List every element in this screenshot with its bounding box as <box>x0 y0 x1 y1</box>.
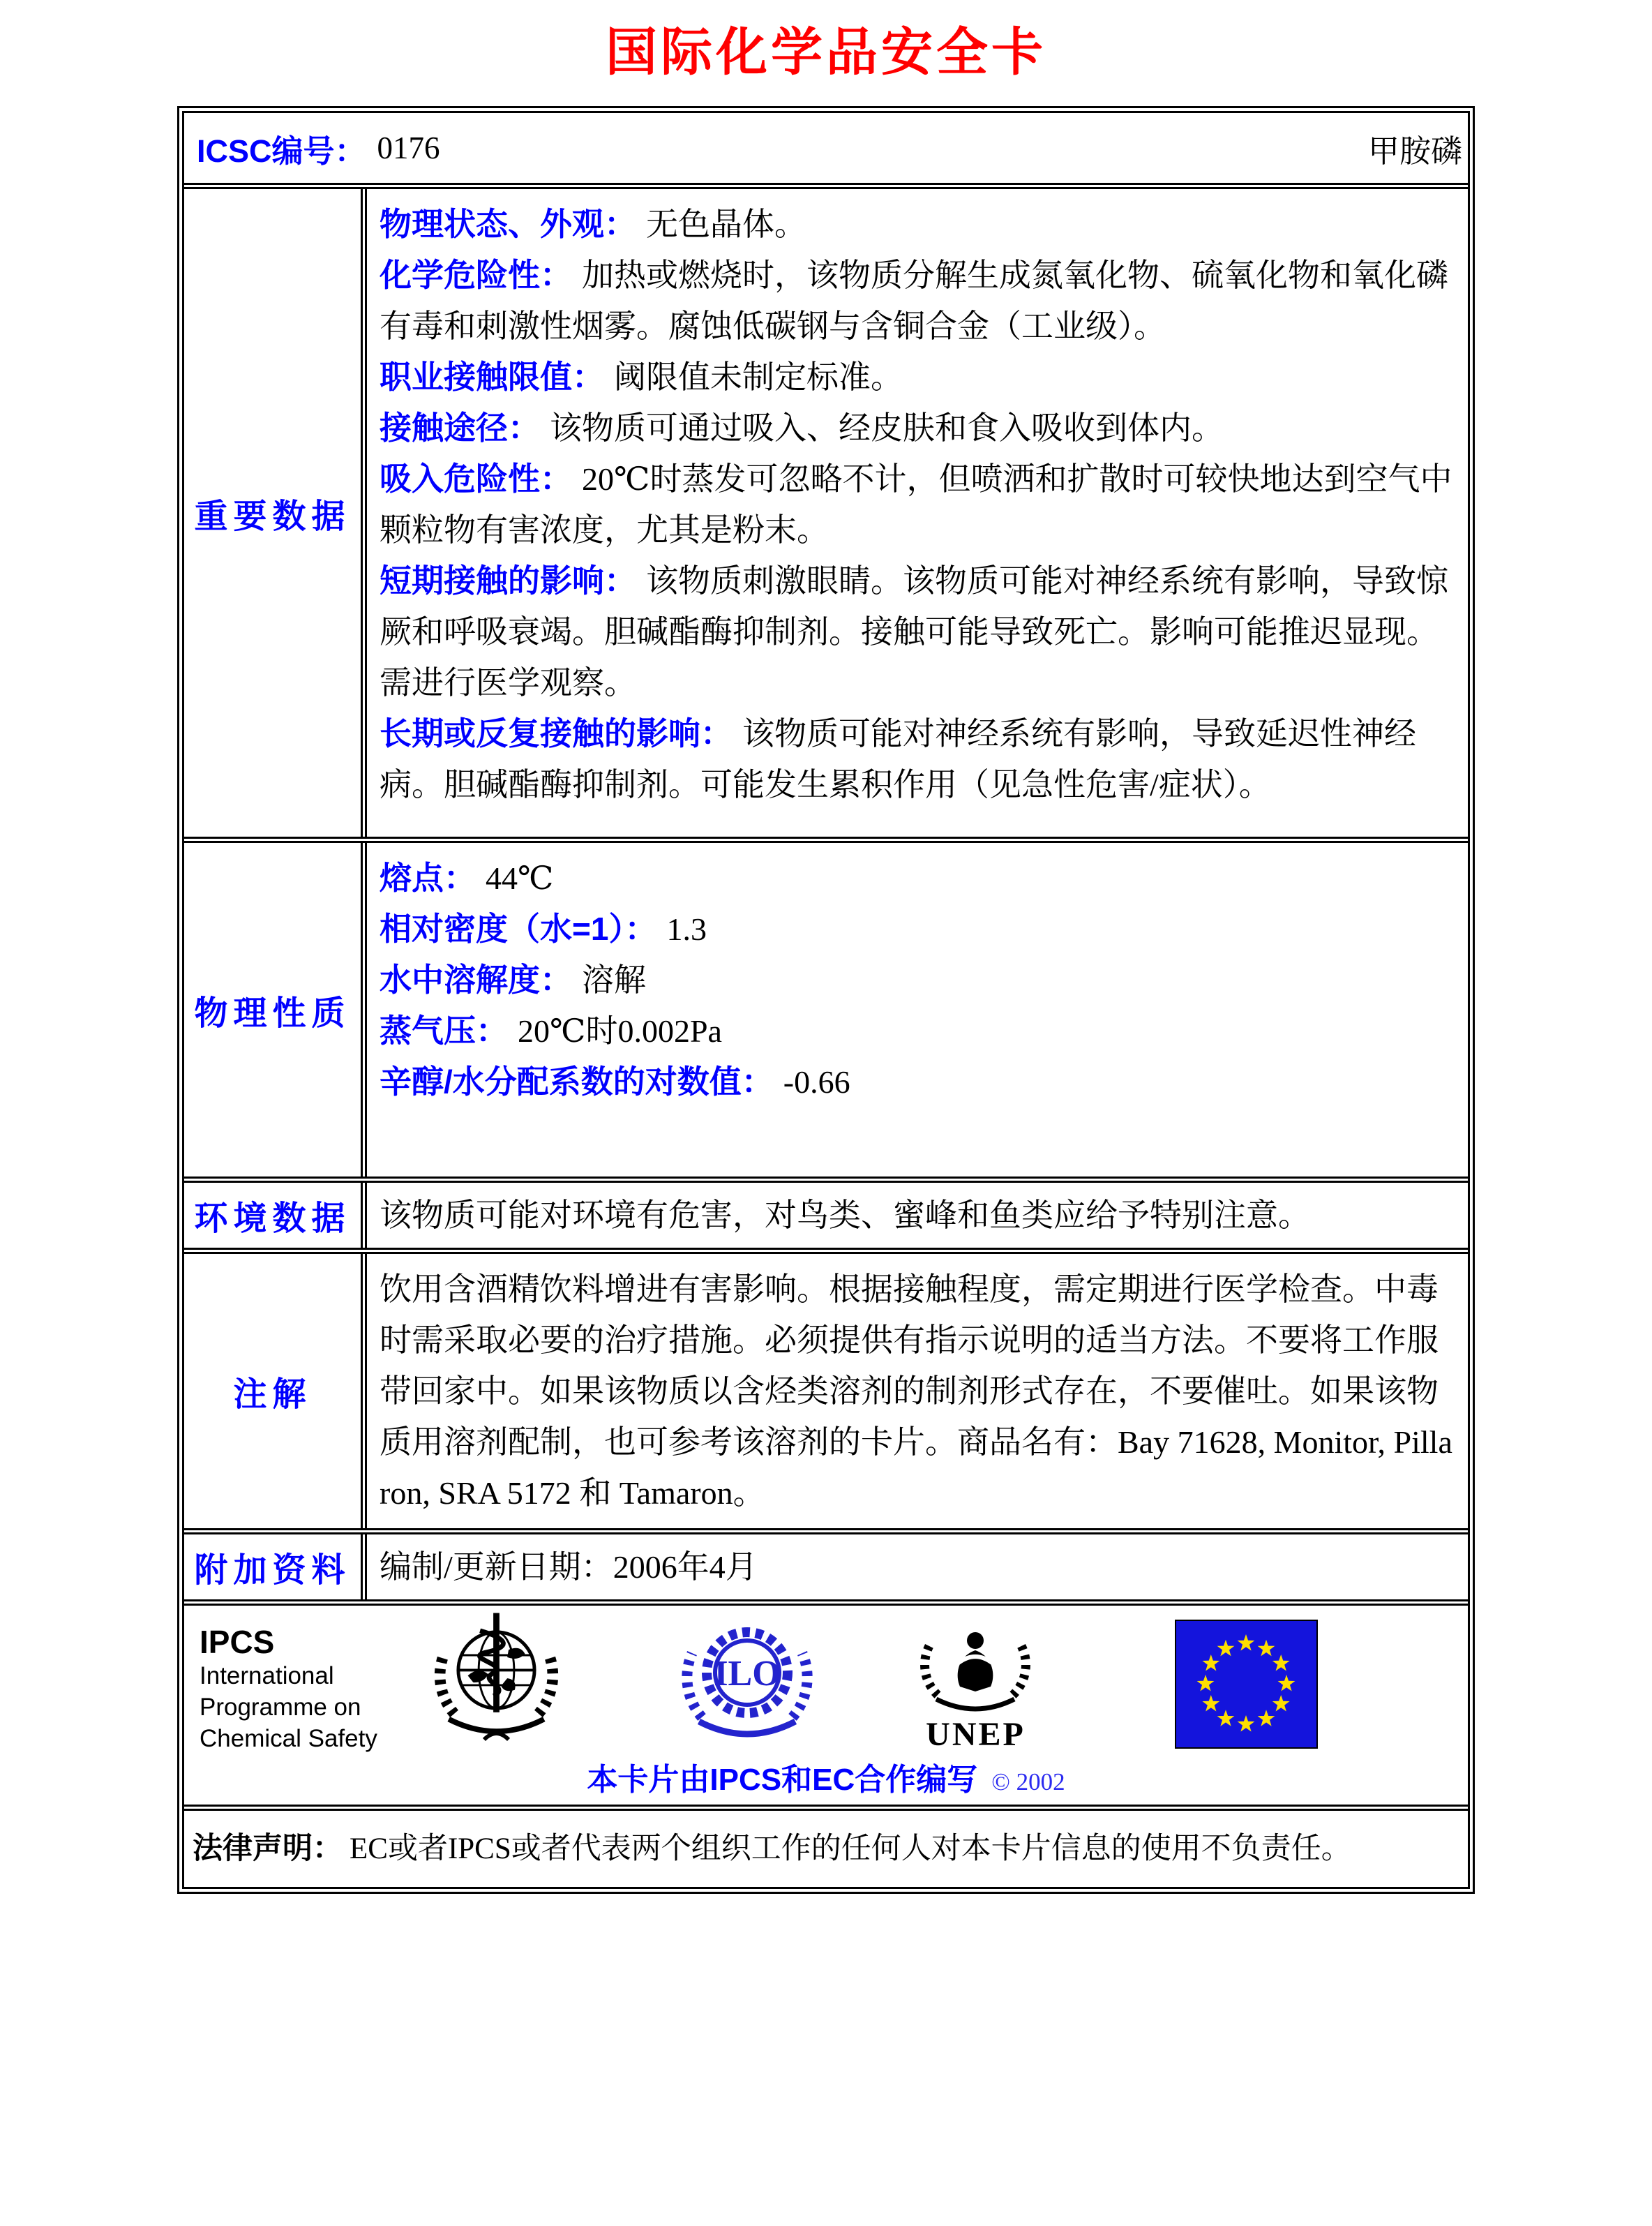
section-label-notes: 注解 <box>184 1254 367 1528</box>
section-content-important-data <box>367 189 1468 837</box>
item-label: 水中溶解度： <box>380 962 572 998</box>
section-content-additional-info <box>367 1534 1468 1599</box>
item-text: 该物质可能对神经系统有影响，导致延迟性神经病。胆碱酯酶抑制剂。可能发生累积作用（见急性危害/症状）。 <box>380 716 1416 802</box>
item-label: 物理状态、外观： <box>380 206 636 242</box>
section-notes <box>184 1248 1468 1528</box>
ipcs-line: International <box>200 1662 334 1689</box>
header-row <box>184 113 1468 183</box>
item-label: 相对密度（水=1）： <box>380 911 657 947</box>
ipcs-text-block <box>200 1624 377 1754</box>
icsc-card <box>177 106 1475 1894</box>
item-text: 无色晶体。 <box>646 207 806 242</box>
section-label-environmental-data: 环境数据 <box>184 1183 367 1248</box>
section-content-notes <box>367 1254 1468 1528</box>
section-text: 饮用含酒精饮料增进有害影响。根据接触程度，需定期进行医学检查。中毒时需采取必要的治疗措施。必须提供有指示说明的适当方法。不要将工作服带回家中。如果该物质以含烃类溶剂的制剂形式存在，不要催吐。如果该物质用溶剂配制，也可参考该溶剂的卡片。商品名有：Bay 71628, Monitor, Pillaron, SRA 5172 和 Tamaron。 <box>380 1271 1452 1511</box>
section-text: 编制/更新日期：2006年4月 <box>380 1549 758 1585</box>
important-item <box>380 250 1458 352</box>
item-text: 阈限值未制定标准。 <box>614 359 903 395</box>
important-item <box>380 199 1458 250</box>
item-text: 20℃时蒸发可忽略不计，但喷洒和扩散时可较快地达到空气中颗粒物有害浓度，尤其是粉末。 <box>380 461 1452 548</box>
item-text: 20℃时0.002Pa <box>518 1013 722 1049</box>
physical-item <box>380 955 1458 1006</box>
section-text: 该物质可能对环境有危害，对鸟类、蜜峰和鱼类应给予特别注意。 <box>380 1197 1310 1233</box>
legal-notice-text: EC或者IPCS或者代表两个组织工作的任何人对本卡片信息的使用不负责任。 <box>350 1832 1351 1865</box>
item-label: 长期或反复接触的影响： <box>380 715 733 752</box>
eu-flag-icon <box>1175 1620 1318 1752</box>
item-label: 辛醇/水分配系数的对数值： <box>380 1063 774 1100</box>
item-label: 化学危险性： <box>380 257 572 293</box>
important-item <box>380 352 1458 403</box>
physical-item <box>380 853 1458 904</box>
footer-row <box>184 1599 1468 1805</box>
section-content-physical-properties <box>367 843 1468 1177</box>
section-additional-info <box>184 1528 1468 1599</box>
section-label-important-data: 重要数据 <box>184 189 367 837</box>
unep-label: UNEP <box>926 1716 1026 1753</box>
legal-notice-label: 法律声明： <box>193 1832 343 1865</box>
section-label-additional-info: 附加资料 <box>184 1534 367 1599</box>
important-item <box>380 403 1458 454</box>
item-text: 1.3 <box>666 911 707 947</box>
item-text: 溶解 <box>582 962 646 998</box>
physical-item <box>380 904 1458 955</box>
important-item <box>380 454 1458 555</box>
item-label: 熔点： <box>380 860 476 896</box>
ipcs-acronym: IPCS <box>200 1624 275 1660</box>
who-logo-icon <box>428 1608 564 1760</box>
icsc-number-value: 0176 <box>377 130 440 165</box>
physical-item <box>380 1056 1458 1107</box>
item-text: -0.66 <box>783 1064 850 1100</box>
ilo-logo-icon <box>681 1611 813 1751</box>
item-label: 蒸气压： <box>380 1013 508 1049</box>
ilo-letters: ILO <box>714 1654 781 1694</box>
section-environmental-data <box>184 1177 1468 1248</box>
important-item <box>380 555 1458 708</box>
item-text: 加热或燃烧时，该物质分解生成氮氧化物、硫氧化物和氧化磷有毒和刺激性烟雾。腐蚀低碳钢与含铜合金（工业级）。 <box>380 257 1448 344</box>
item-text: 该物质刺激眼睛。该物质可能对神经系统有影响，导致惊厥和呼吸衰竭。胆碱酯酶抑制剂。接触可能导致死亡。影响可能推迟显现。需进行医学观察。 <box>380 563 1448 701</box>
item-text: 该物质可通过吸入、经皮肤和食入吸收到体内。 <box>550 410 1224 446</box>
physical-item <box>380 1006 1458 1056</box>
important-item <box>380 708 1458 810</box>
item-label: 短期接触的影响： <box>380 562 636 599</box>
legal-notice-row <box>184 1805 1468 1887</box>
copyright-text: © 2002 <box>991 1768 1065 1795</box>
unep-logo-block <box>918 1607 1033 1754</box>
collaboration-line <box>184 1754 1468 1799</box>
section-important-data <box>184 183 1468 837</box>
icsc-number-group <box>197 126 440 171</box>
chemical-name: 甲胺磷 <box>1367 133 1462 169</box>
item-text: 44℃ <box>486 860 554 896</box>
collaboration-text: 本卡片由IPCS和EC合作编写 <box>587 1763 978 1797</box>
ipcs-line: Programme on <box>200 1694 361 1721</box>
section-physical-properties <box>184 837 1468 1177</box>
icsc-number-label: ICSC编号： <box>197 133 366 169</box>
page-title: 国际化学品安全卡 <box>606 22 1046 82</box>
item-label: 接触途径： <box>380 410 540 446</box>
section-content-environmental-data <box>367 1183 1468 1248</box>
item-label: 吸入危险性： <box>380 461 572 497</box>
ipcs-line: Chemical Safety <box>200 1725 377 1752</box>
item-label: 职业接触限值： <box>380 359 604 395</box>
section-label-physical-properties: 物理性质 <box>184 843 367 1177</box>
